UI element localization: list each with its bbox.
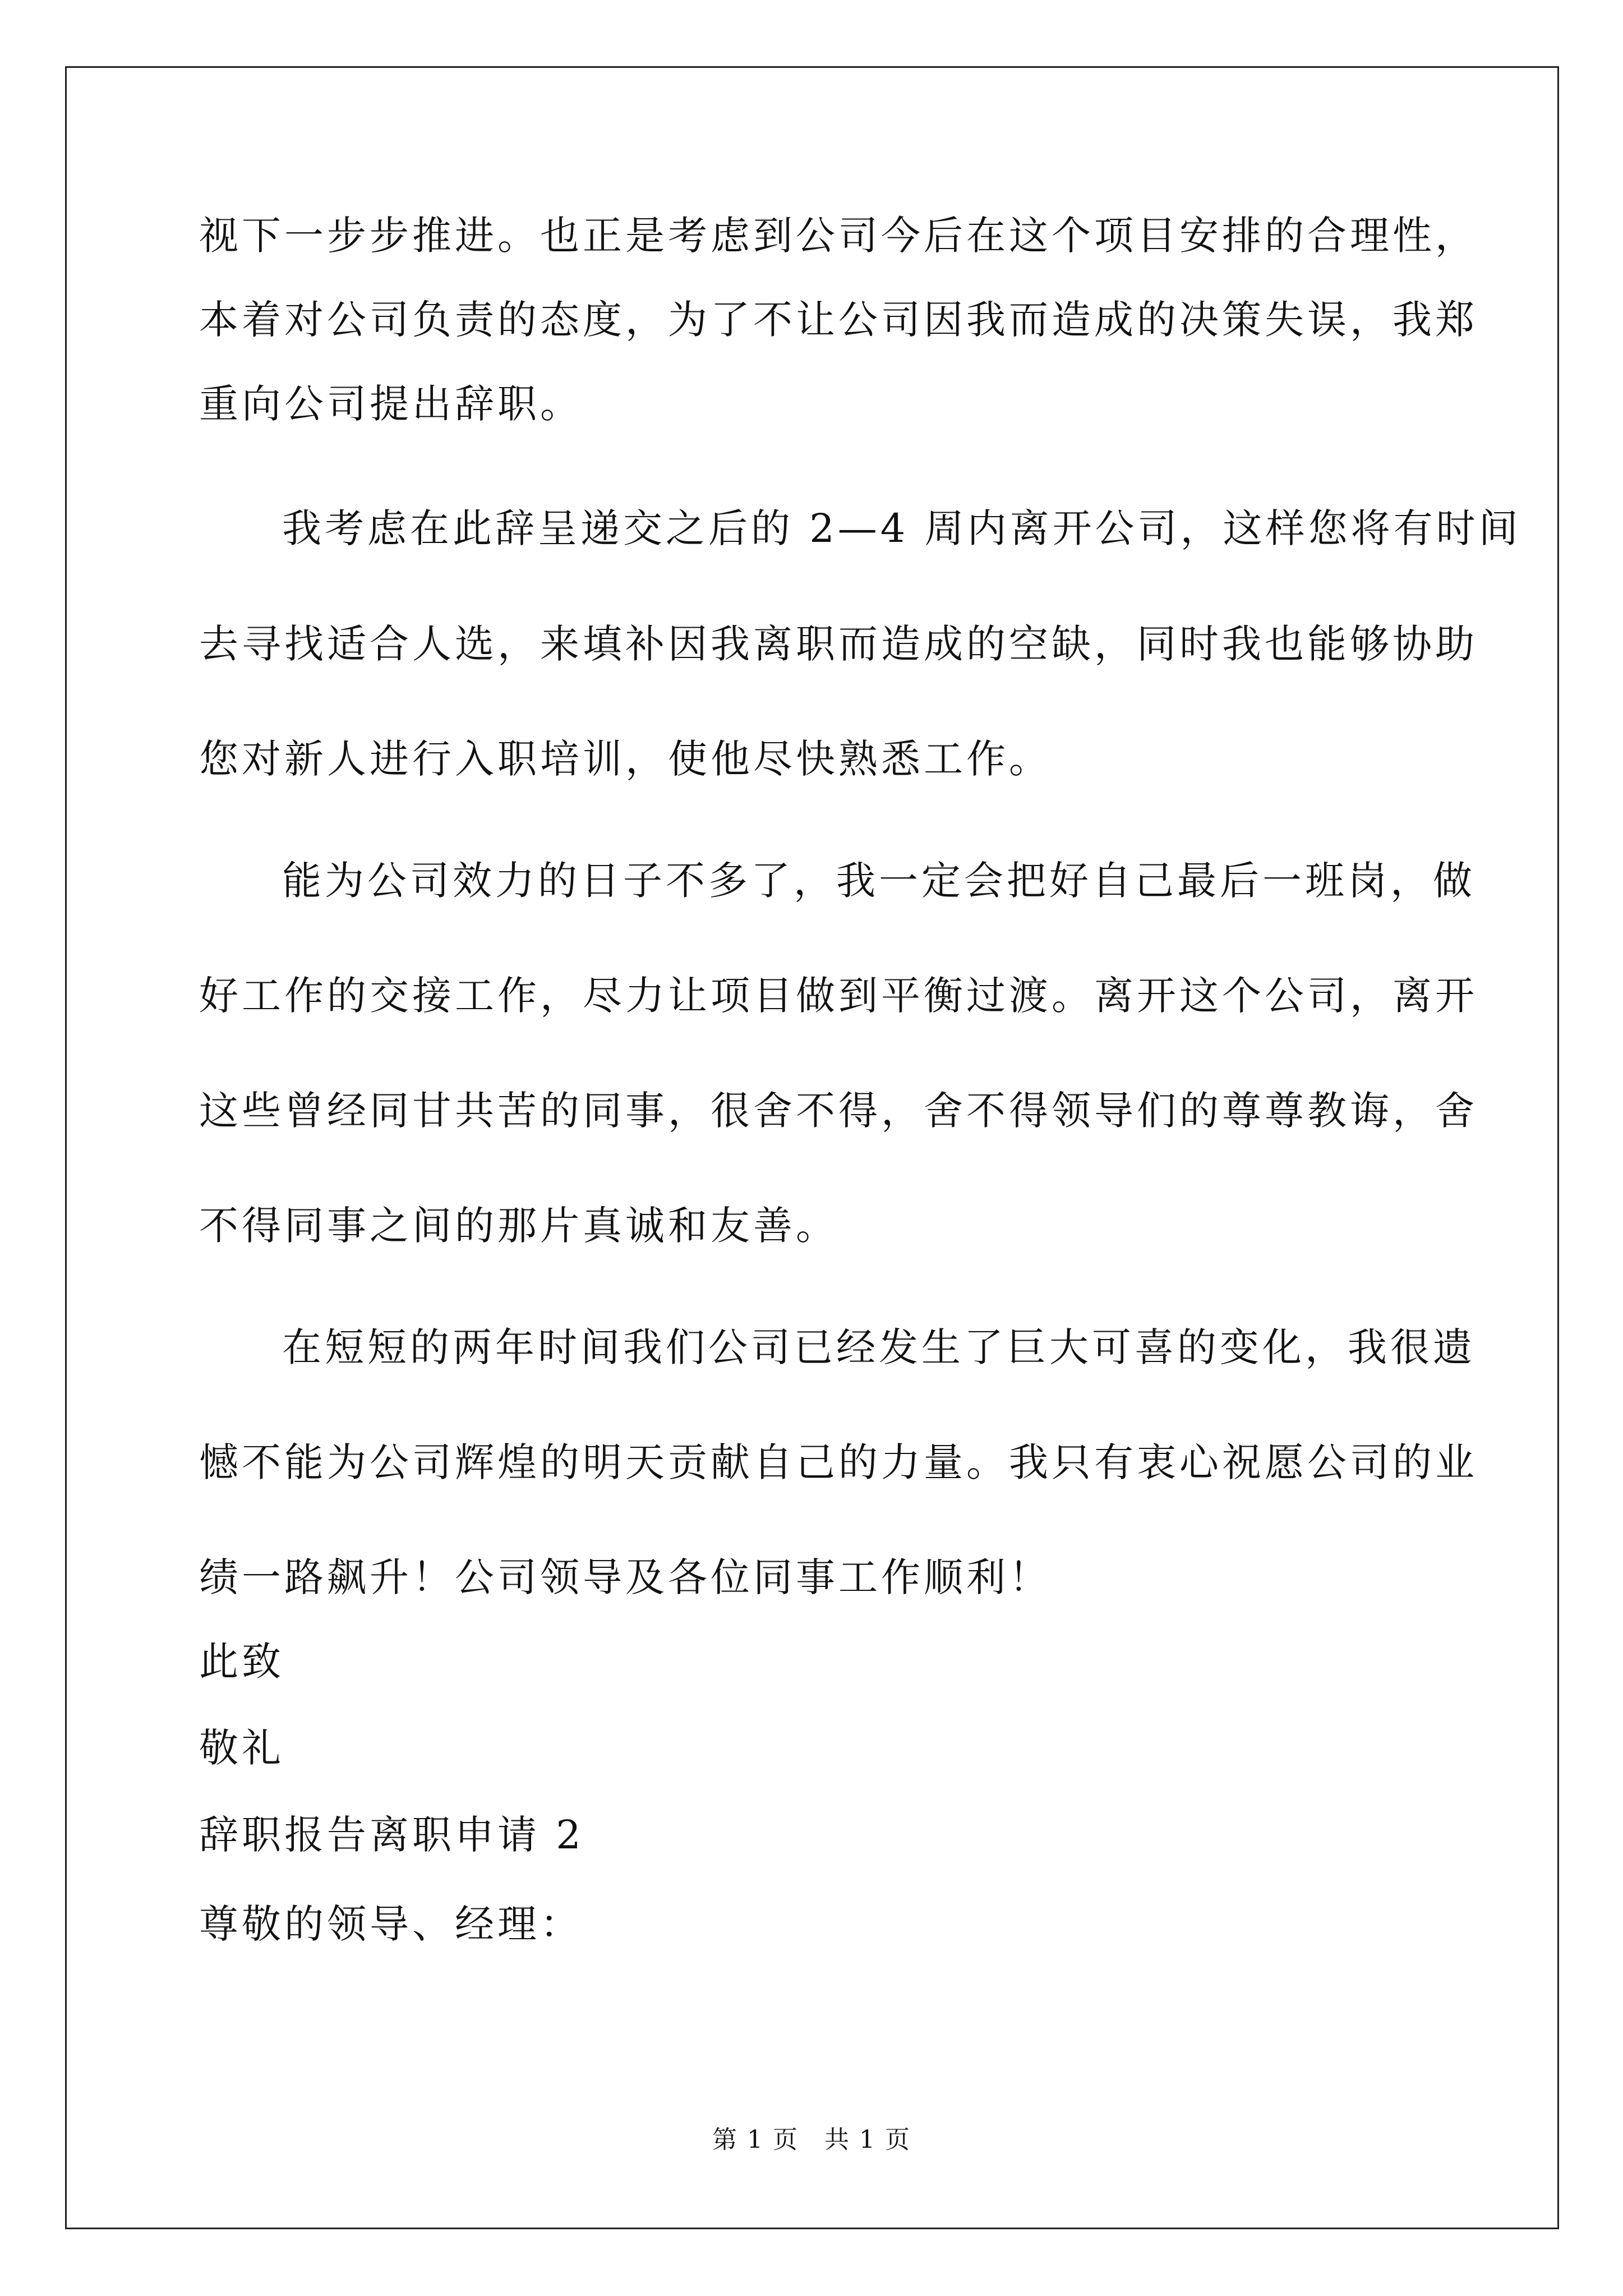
text-line: 您对新人进行入职培训，使他尽快熟悉工作。 bbox=[199, 736, 1052, 782]
text-line: 重向公司提出辞职。 bbox=[199, 381, 583, 427]
letter-greeting: 尊敬的领导、经理： bbox=[199, 1901, 583, 1947]
closing-salutation: 此致 bbox=[199, 1639, 284, 1685]
text-line: 绩一路飙升！公司领导及各位同事工作顺利！ bbox=[199, 1554, 1052, 1600]
text-line: 本着对公司负责的态度，为了不让公司因我而造成的决策失误，我郑 bbox=[199, 297, 1478, 343]
paragraph-first-line: 能为公司效力的日子不多了，我一定会把好自己最后一班岗，做 bbox=[282, 858, 1476, 904]
text-line: 这些曾经同甘共苦的同事，很舍不得，舍不得领导们的尊尊教诲，舍 bbox=[199, 1088, 1478, 1134]
text-line: 去寻找适合人选，来填补因我离职而造成的空缺，同时我也能够协助 bbox=[199, 621, 1478, 667]
paragraph-first-line: 在短短的两年时间我们公司已经发生了巨大可喜的变化，我很遗 bbox=[282, 1324, 1476, 1370]
page-footer: 第 1 页 共 1 页 bbox=[712, 2125, 911, 2154]
text-line: 好工作的交接工作，尽力让项目做到平衡过渡。离开这个公司，离开 bbox=[199, 973, 1478, 1019]
text-line: 憾不能为公司辉煌的明天贡献自己的力量。我只有衷心祝愿公司的业 bbox=[199, 1439, 1478, 1485]
closing-regards: 敬礼 bbox=[199, 1725, 284, 1771]
section-title: 辞职报告离职申请 2 bbox=[199, 1812, 584, 1858]
text-line: 不得同事之间的那片真诚和友善。 bbox=[199, 1203, 838, 1249]
paragraph-first-line: 我考虑在此辞呈递交之后的 2—4 周内离开公司，这样您将有时间 bbox=[282, 505, 1521, 551]
text-line: 视下一步步推进。也正是考虑到公司今后在这个项目安排的合理性， bbox=[199, 213, 1478, 259]
